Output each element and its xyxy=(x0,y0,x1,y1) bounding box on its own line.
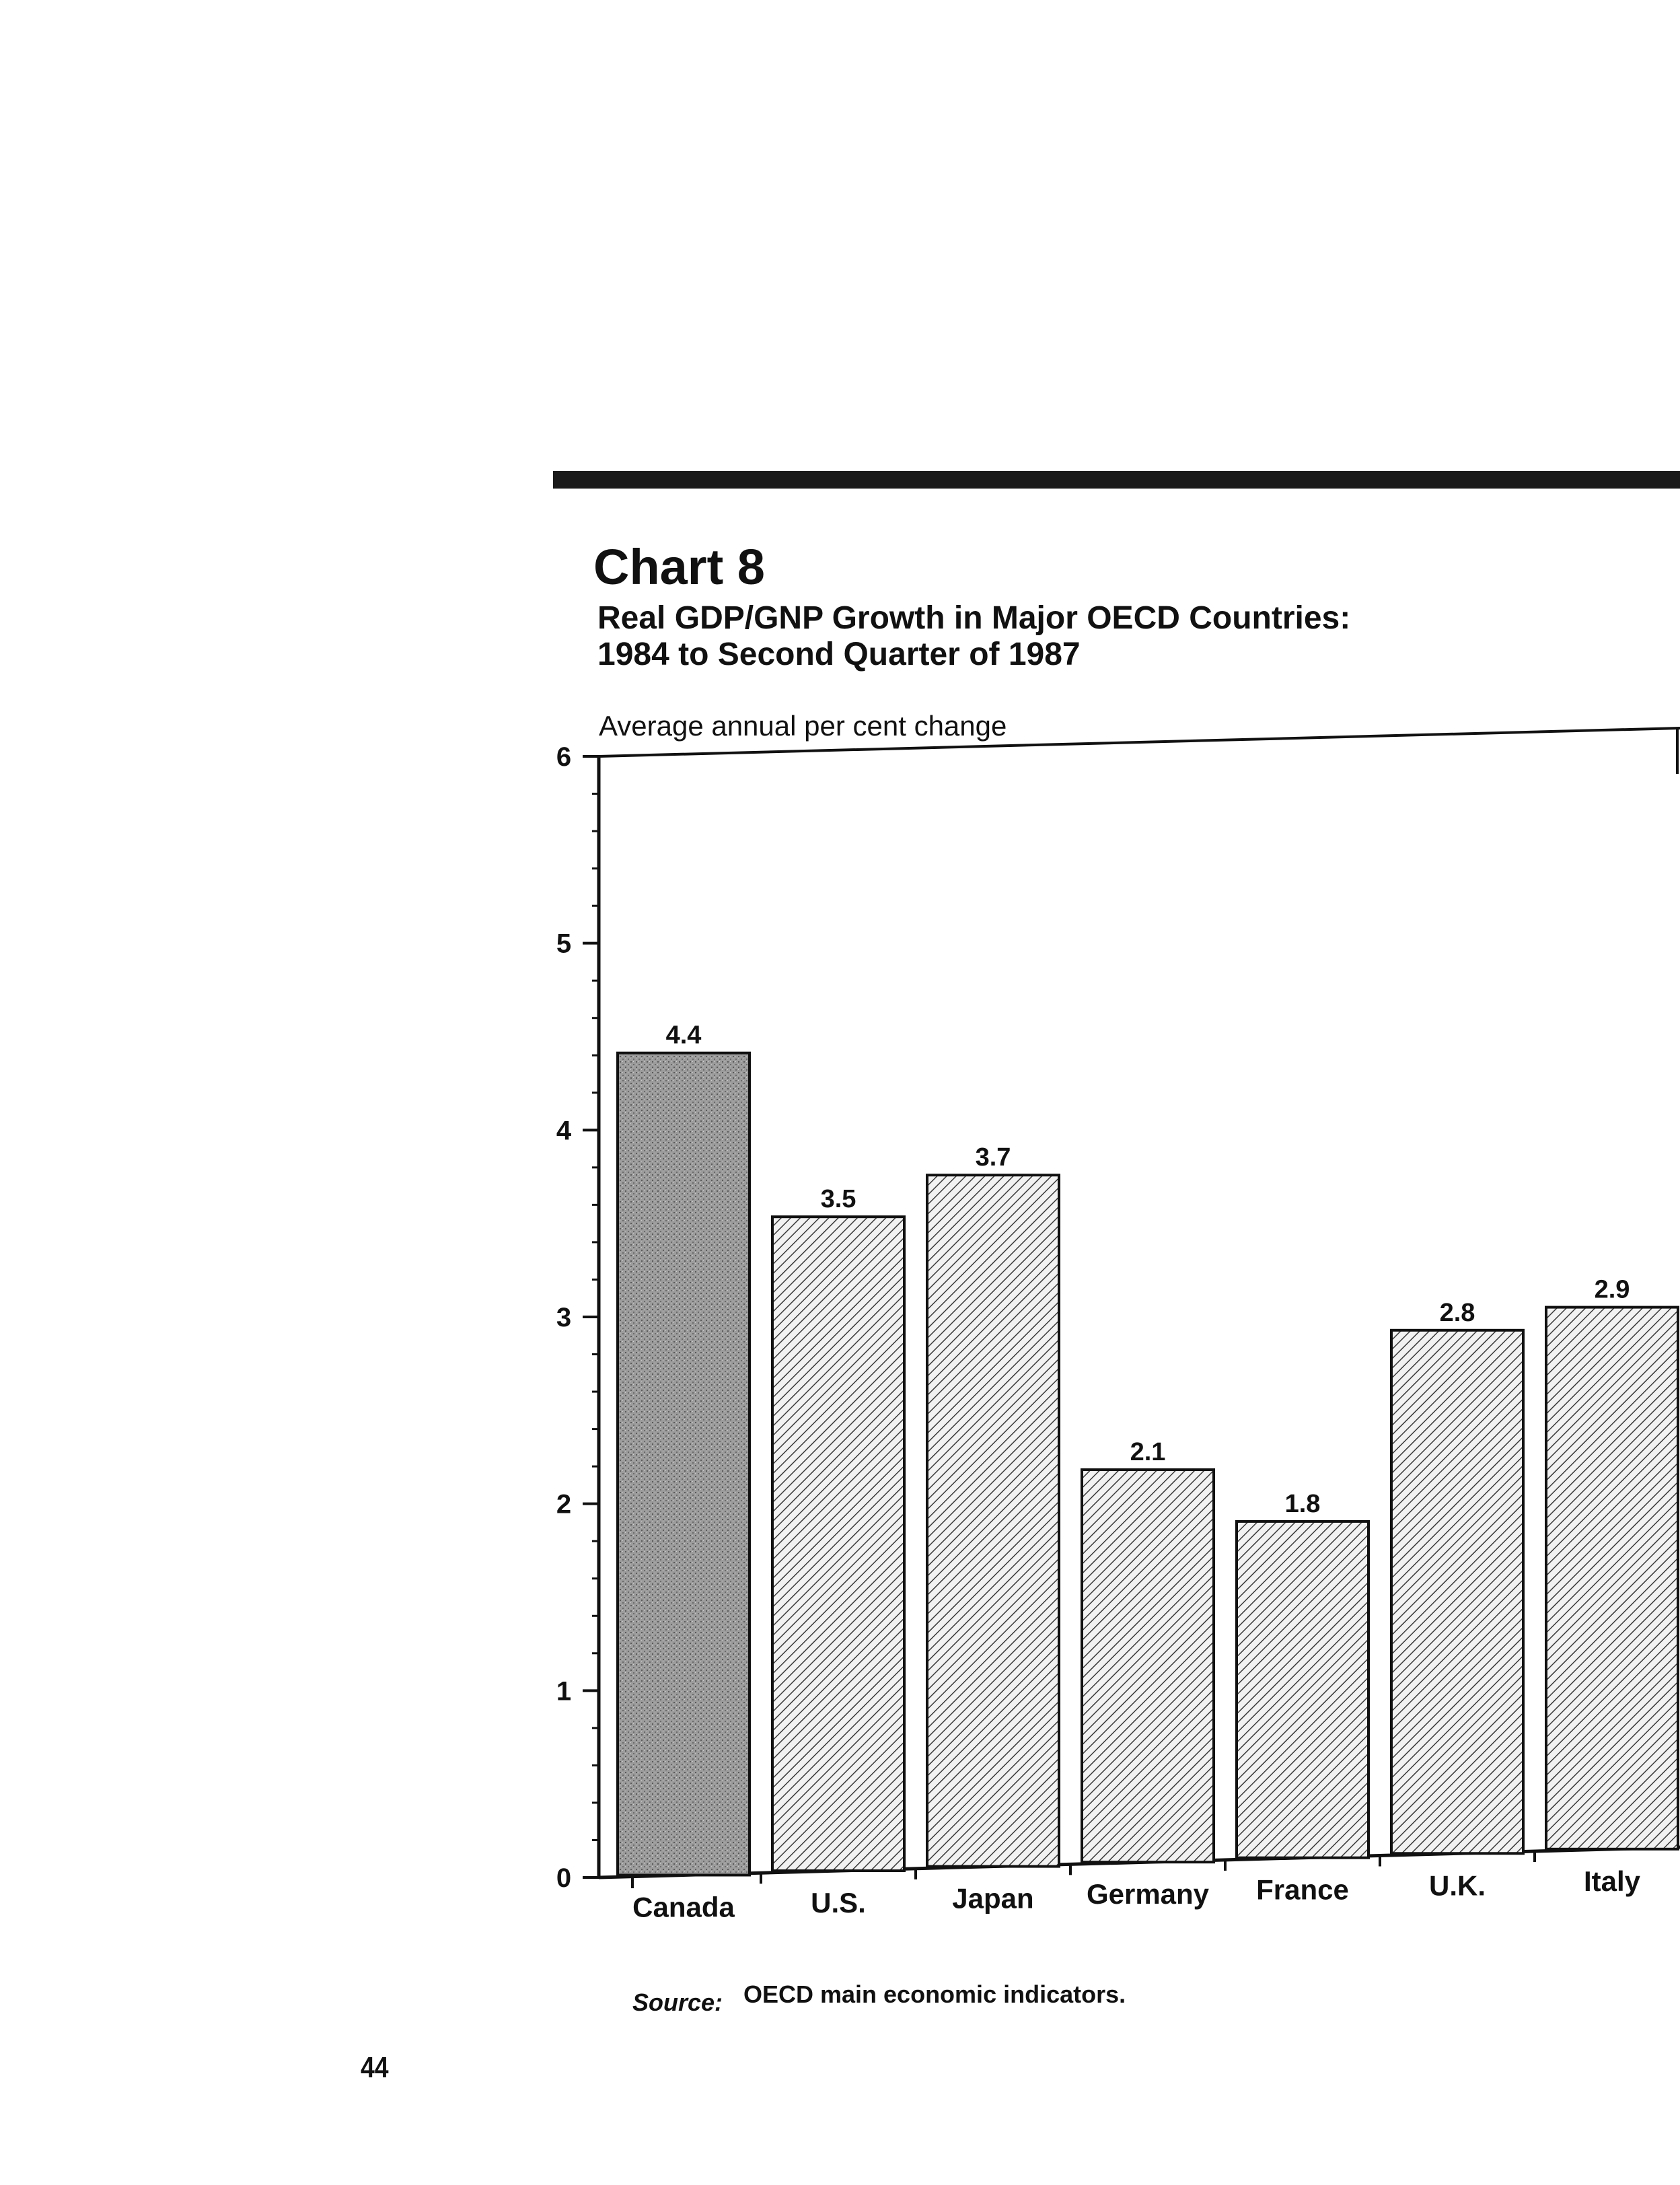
source-label: Source: xyxy=(632,1989,723,2016)
bar-italy xyxy=(1546,1308,1678,1849)
data-label: 3.5 xyxy=(820,1185,856,1214)
bar-germany xyxy=(1082,1470,1214,1862)
data-label: 1.8 xyxy=(1284,1489,1321,1518)
source-text: OECD main economic indicators. xyxy=(743,1980,1126,2008)
data-label: 4.4 xyxy=(665,1021,702,1050)
y-tick-label: 5 xyxy=(556,929,572,959)
y-tick-label: 1 xyxy=(556,1676,572,1707)
y-axis-label: Average annual per cent change xyxy=(599,710,1007,742)
bar-us xyxy=(772,1217,904,1871)
x-tick-label: Germany xyxy=(1086,1878,1210,1910)
chart-title-line1: Real GDP/GNP Growth in Major OECD Countries: xyxy=(597,600,1351,636)
y-axis-ticks xyxy=(556,742,599,1893)
bar-canada xyxy=(618,1053,750,1875)
data-label: 2.1 xyxy=(1130,1438,1166,1467)
y-tick-label: 2 xyxy=(556,1489,572,1519)
y-tick-label: 6 xyxy=(556,742,572,772)
data-label: 2.8 xyxy=(1439,1298,1475,1327)
bar-japan xyxy=(927,1175,1059,1866)
heading-rule xyxy=(553,471,1680,489)
chart-title-line2: 1984 to Second Quarter of 1987 xyxy=(597,637,1081,672)
data-label: 3.7 xyxy=(975,1143,1011,1172)
y-tick-label: 0 xyxy=(556,1863,572,1893)
x-tick-label: U.S. xyxy=(811,1887,866,1919)
y-tick-label: 3 xyxy=(556,1303,572,1332)
bar-france xyxy=(1237,1521,1368,1858)
y-tick-label: 4 xyxy=(556,1116,572,1146)
x-tick-label: Italy xyxy=(1583,1865,1641,1897)
bars-group xyxy=(618,1022,1678,1875)
data-label: 2.9 xyxy=(1594,1275,1630,1304)
x-tick-label: Japan xyxy=(952,1882,1034,1914)
x-tick-label: Canada xyxy=(632,1891,735,1923)
x-tick-label: France xyxy=(1256,1873,1349,1906)
bar-uk xyxy=(1391,1330,1523,1853)
chart-number: Chart 8 xyxy=(593,539,765,595)
x-tick-label: U.K. xyxy=(1429,1869,1486,1902)
page-number: 44 xyxy=(361,2051,389,2084)
